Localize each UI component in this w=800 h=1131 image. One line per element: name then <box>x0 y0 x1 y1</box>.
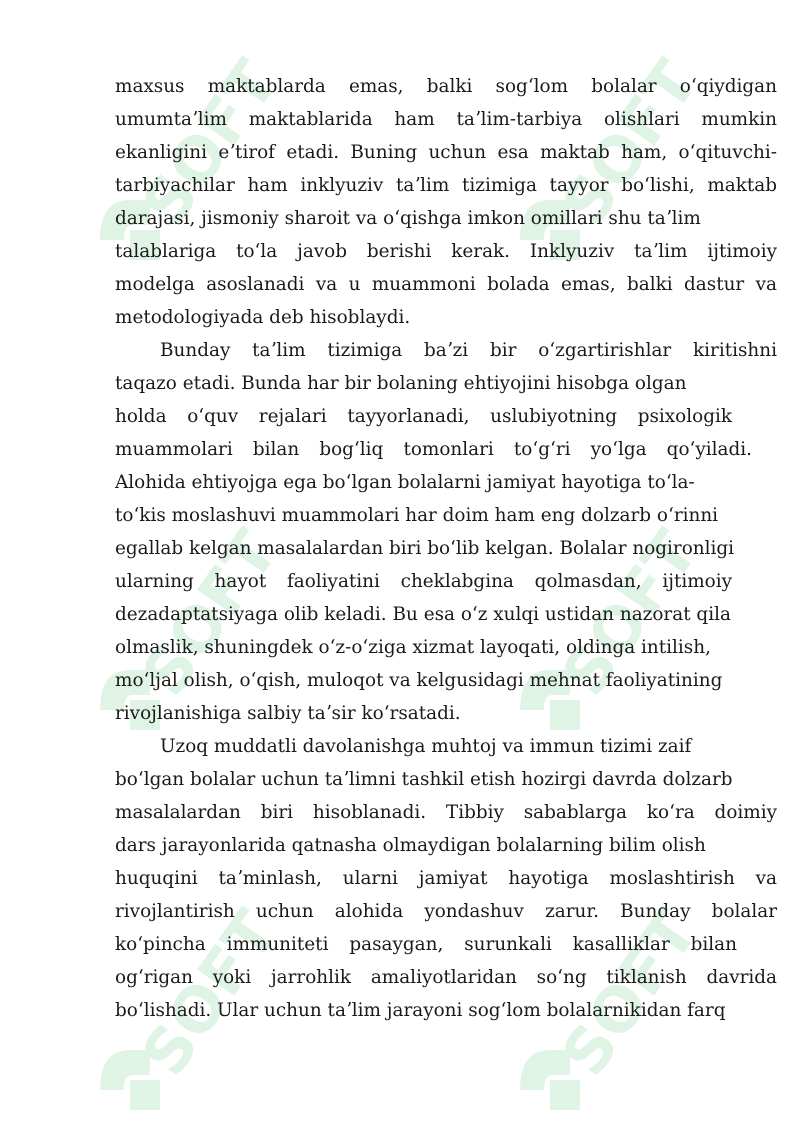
svg-text:SOFT: SOFT <box>547 517 712 709</box>
text-line: boʻlishadi. Ular uchun taʼlim jarayoni sogʻlom bolalarnikidan farq <box>115 1000 726 1021</box>
text-line: holda oʻquv rejalari tayyorlanadi, uslubiyotning psixologik <box>115 406 732 427</box>
text-line: ekanligini eʼtirof etadi. Buning uchun esa maktab ham, oʻqituvchi- <box>115 142 777 163</box>
text-line: maxsus maktablarda emas, balki sogʻlom bolalar oʻqiydigan <box>115 76 777 97</box>
text-line: rivojlanishiga salbiy taʼsir koʻrsatadi. <box>115 703 461 724</box>
svg-text:SOFT: SOFT <box>127 47 292 239</box>
text-line: moʻljal olish, oʻqish, muloqot va kelgusidagi mehnat faoliyatining <box>115 670 723 691</box>
text-line: darajasi, jismoniy sharoit va oʻqishga imkon omillari shu taʼlim <box>115 208 701 229</box>
text-line: ogʻrigan yoki jarrohlik amaliyotlaridan soʻng tiklanish davrida <box>115 967 777 988</box>
text-line: tarbiyachilar ham inklyuziv taʼlim tizimiga tayyor boʻlishi, maktab <box>115 175 777 196</box>
text-line: metodologiyada deb hisoblaydi. <box>115 307 411 328</box>
text-line: dezadaptatsiyaga olib keladi. Bu esa oʻz xulqi ustidan nazorat qila <box>115 604 731 625</box>
text-line: ularning hayot faoliyatini cheklabgina qolmasdan, ijtimoiy <box>115 571 732 592</box>
svg-text:SOFT: SOFT <box>127 517 292 709</box>
text-line: modelga asoslanadi va u muammoni bolada emas, balki dastur va <box>115 274 777 295</box>
text-line: masalalardan biri hisoblanadi. Tibbiy sabablarga koʻra doimiy <box>115 802 777 823</box>
text-line: egallab kelgan masalalardan biri boʻlib kelgan. Bolalar nogironligi <box>115 538 735 559</box>
text-line: rivojlantirish uchun alohida yondashuv zarur. Bunday bolalar <box>115 901 777 922</box>
text-line: Alohida ehtiyojga ega boʻlgan bolalarni jamiyat hayotiga toʻla- <box>115 472 695 493</box>
svg-text:SOFT: SOFT <box>547 897 712 1089</box>
text-line: Uzoq muddatli davolanishga muhtoj va immun tizimi zaif <box>160 736 692 757</box>
text-line: olmaslik, shuningdek oʻz-oʻziga xizmat layoqati, oldinga intilish, <box>115 637 711 658</box>
text-line: koʻpincha immuniteti pasaygan, surunkali kasalliklar bilan <box>115 934 737 955</box>
text-line: toʻkis moslashuvi muammolari har doim ham eng dolzarb oʻrinni <box>115 505 719 526</box>
text-line: huquqini taʼminlash, ularni jamiyat hayotiga moslashtirish va <box>115 868 777 889</box>
document-body <box>115 70 777 1027</box>
text-line: dars jarayonlarida qatnasha olmaydigan bolalarning bilim olish <box>115 835 706 856</box>
text-line: taqazo etadi. Bunda har bir bolaning ehtiyojini hisobga olgan <box>115 373 687 394</box>
text-line: boʻlgan bolalar uchun taʼlimni tashkil etish hozirgi davrda dolzarb <box>115 769 733 790</box>
text-line: Bunday taʼlim tizimiga baʼzi bir oʻzgartirishlar kiritishni <box>160 340 777 361</box>
svg-text:SOFT: SOFT <box>127 897 292 1089</box>
text-line: muammolari bilan bogʻliq tomonlari toʻgʻri yoʻlga qoʻyiladi. <box>115 439 752 460</box>
text-line: umumtaʼlim maktablarida ham taʼlim-tarbiya olishlari mumkin <box>115 109 777 130</box>
text-line: talablariga toʻla javob berishi kerak. Inklyuziv taʼlim ijtimoiy <box>115 241 777 262</box>
svg-text:SOFT: SOFT <box>547 47 712 239</box>
